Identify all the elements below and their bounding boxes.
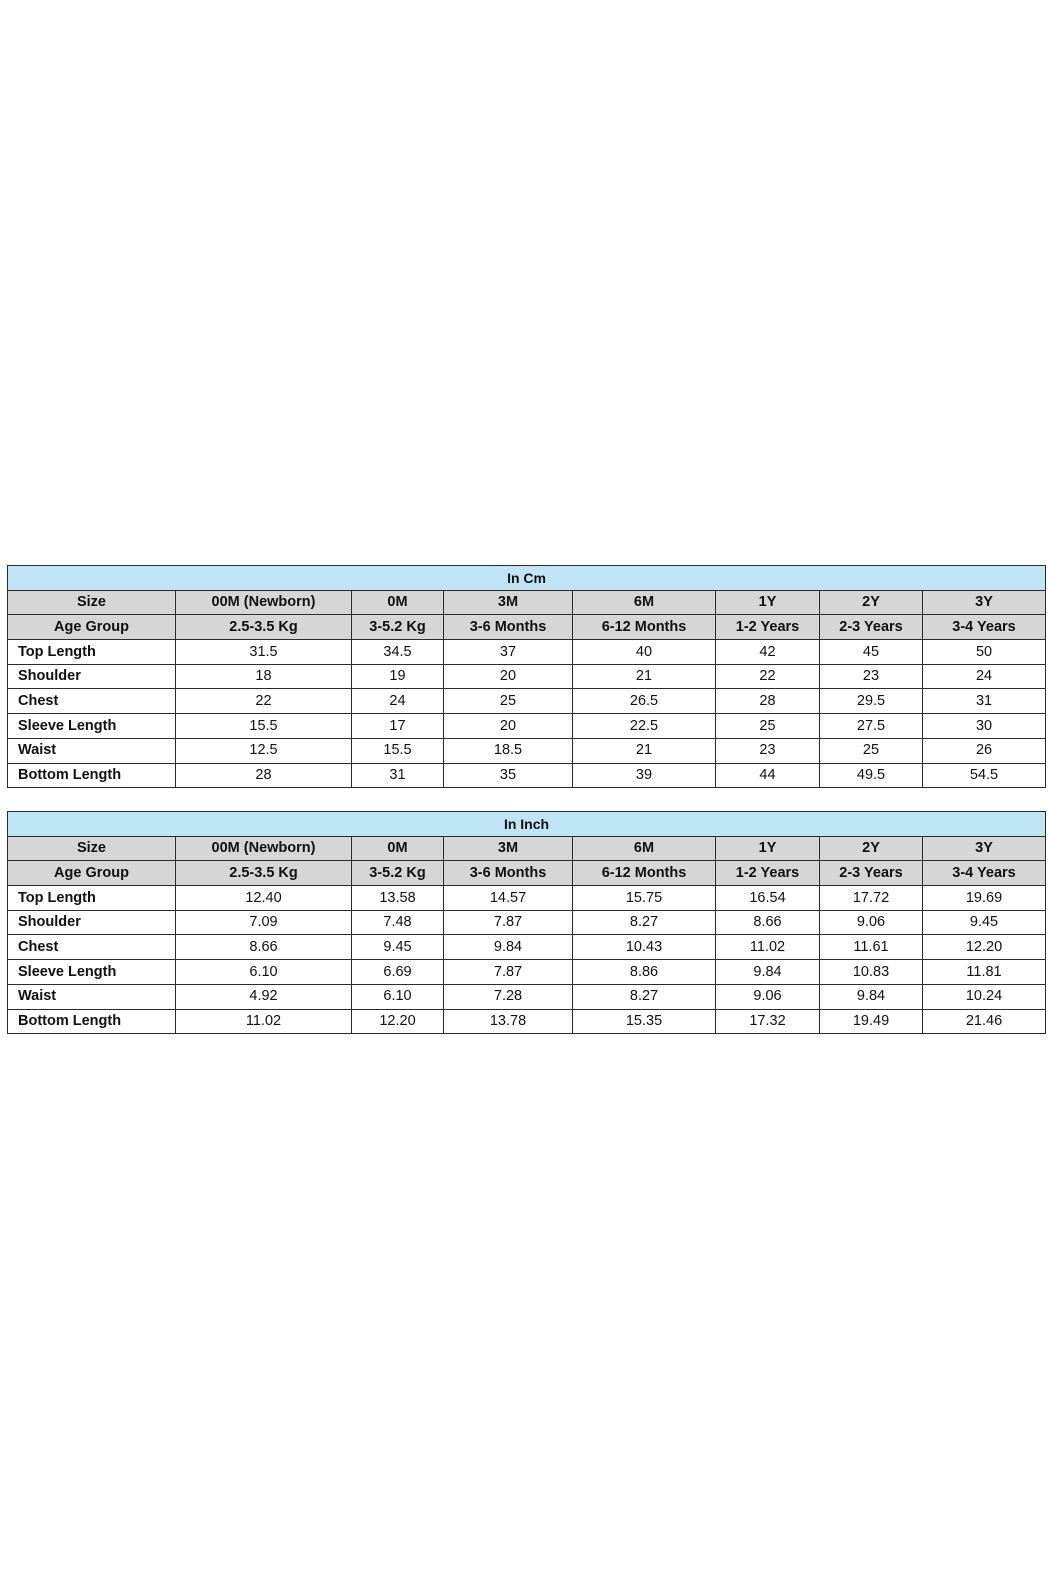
row-label: Sleeve Length [8, 714, 176, 739]
header-cell: 0M [352, 590, 444, 615]
table-cell: 6.10 [352, 984, 444, 1009]
table-cell: 20 [444, 714, 573, 739]
table-cell: 25 [820, 738, 923, 763]
table-cell: 24 [352, 689, 444, 714]
table-cell: 29.5 [820, 689, 923, 714]
table-cell: 31 [923, 689, 1046, 714]
table-title: In Cm [8, 566, 1046, 591]
table-cell: 23 [716, 738, 820, 763]
header-cell: 0M [352, 836, 444, 861]
header-cell: 2Y [820, 590, 923, 615]
table-cell: 26 [923, 738, 1046, 763]
row-label: Top Length [8, 640, 176, 665]
row-label: Top Length [8, 886, 176, 911]
table-cell: 19.49 [820, 1009, 923, 1034]
table-cell: 11.81 [923, 960, 1046, 985]
table-row [8, 714, 1046, 739]
table-cell: 7.28 [444, 984, 573, 1009]
table-row [8, 689, 1046, 714]
table-title-row [8, 566, 1046, 591]
table-cell: 14.57 [444, 886, 573, 911]
header-cell: 1-2 Years [716, 861, 820, 886]
table-cell: 20 [444, 664, 573, 689]
table-cell: 34.5 [352, 640, 444, 665]
table-cell: 7.48 [352, 910, 444, 935]
table-cell: 42 [716, 640, 820, 665]
table-cell: 12.40 [176, 886, 352, 911]
table-cell: 31.5 [176, 640, 352, 665]
table-cell: 9.06 [820, 910, 923, 935]
header-cell: 1Y [716, 836, 820, 861]
table-cell: 30 [923, 714, 1046, 739]
table-row [8, 664, 1046, 689]
table-cell: 40 [573, 640, 716, 665]
table-cell: 22 [176, 689, 352, 714]
table-cell: 19.69 [923, 886, 1046, 911]
table-cell: 15.5 [176, 714, 352, 739]
header-cell: 3-4 Years [923, 615, 1046, 640]
table-cell: 12.5 [176, 738, 352, 763]
table-cell: 28 [716, 689, 820, 714]
table-cell: 37 [444, 640, 573, 665]
header-cell: 2Y [820, 836, 923, 861]
table-cell: 25 [716, 714, 820, 739]
header-cell: 6M [573, 836, 716, 861]
header-cell: Size [8, 590, 176, 615]
table-cell: 25 [444, 689, 573, 714]
table-cell: 17 [352, 714, 444, 739]
table-cell: 19 [352, 664, 444, 689]
header-cell: 6-12 Months [573, 615, 716, 640]
header-cell: Size [8, 836, 176, 861]
table-cell: 17.32 [716, 1009, 820, 1034]
row-label: Waist [8, 738, 176, 763]
header-cell: 3-6 Months [444, 861, 573, 886]
table-cell: 11.61 [820, 935, 923, 960]
header-cell: 2.5-3.5 Kg [176, 861, 352, 886]
table-cell: 8.66 [716, 910, 820, 935]
table-cell: 18.5 [444, 738, 573, 763]
table-cell: 39 [573, 763, 716, 788]
table-cell: 13.78 [444, 1009, 573, 1034]
header-cell: 3-6 Months [444, 615, 573, 640]
table-cell: 8.27 [573, 910, 716, 935]
table-cell: 9.84 [820, 984, 923, 1009]
table-cell: 8.86 [573, 960, 716, 985]
table-cell: 11.02 [176, 1009, 352, 1034]
header-cell: Age Group [8, 861, 176, 886]
header-cell: 3-5.2 Kg [352, 615, 444, 640]
table-cell: 17.72 [820, 886, 923, 911]
table-cell: 44 [716, 763, 820, 788]
header-cell: 1-2 Years [716, 615, 820, 640]
size-chart-inch-table [7, 811, 1046, 1034]
table-cell: 10.43 [573, 935, 716, 960]
header-cell: 3M [444, 590, 573, 615]
header-cell: 2-3 Years [820, 861, 923, 886]
row-label: Chest [8, 935, 176, 960]
table-cell: 9.45 [352, 935, 444, 960]
table-cell: 18 [176, 664, 352, 689]
table-cell: 49.5 [820, 763, 923, 788]
table-cell: 26.5 [573, 689, 716, 714]
header-cell: 3Y [923, 836, 1046, 861]
table-cell: 27.5 [820, 714, 923, 739]
table-cell: 13.58 [352, 886, 444, 911]
table-row [8, 960, 1046, 985]
header-cell: 3Y [923, 590, 1046, 615]
table-row [8, 640, 1046, 665]
table-cell: 8.66 [176, 935, 352, 960]
table-cell: 54.5 [923, 763, 1046, 788]
table-cell: 15.5 [352, 738, 444, 763]
size-header-row [8, 836, 1046, 861]
header-cell: 1Y [716, 590, 820, 615]
table-cell: 15.75 [573, 886, 716, 911]
table-cell: 9.06 [716, 984, 820, 1009]
row-label: Sleeve Length [8, 960, 176, 985]
header-cell: 3-5.2 Kg [352, 861, 444, 886]
table-cell: 21.46 [923, 1009, 1046, 1034]
header-cell: 00M (Newborn) [176, 836, 352, 861]
table-cell: 9.84 [444, 935, 573, 960]
table-cell: 12.20 [923, 935, 1046, 960]
header-cell: 3M [444, 836, 573, 861]
row-label: Shoulder [8, 664, 176, 689]
size-header-row [8, 590, 1046, 615]
header-cell: 00M (Newborn) [176, 590, 352, 615]
table-cell: 9.84 [716, 960, 820, 985]
table-cell: 7.87 [444, 910, 573, 935]
table-row [8, 763, 1046, 788]
header-cell: Age Group [8, 615, 176, 640]
table-row [8, 1009, 1046, 1034]
row-label: Shoulder [8, 910, 176, 935]
table-row [8, 886, 1046, 911]
table-row [8, 984, 1046, 1009]
age-group-header-row [8, 615, 1046, 640]
table-cell: 7.87 [444, 960, 573, 985]
header-cell: 6-12 Months [573, 861, 716, 886]
row-label: Chest [8, 689, 176, 714]
table-cell: 10.24 [923, 984, 1046, 1009]
table-cell: 21 [573, 738, 716, 763]
table-cell: 28 [176, 763, 352, 788]
header-cell: 3-4 Years [923, 861, 1046, 886]
table-cell: 8.27 [573, 984, 716, 1009]
table-cell: 22.5 [573, 714, 716, 739]
table-cell: 11.02 [716, 935, 820, 960]
table-cell: 24 [923, 664, 1046, 689]
table-cell: 31 [352, 763, 444, 788]
table-cell: 22 [716, 664, 820, 689]
table-cell: 16.54 [716, 886, 820, 911]
table-cell: 9.45 [923, 910, 1046, 935]
table-cell: 6.10 [176, 960, 352, 985]
header-cell: 2.5-3.5 Kg [176, 615, 352, 640]
header-cell: 2-3 Years [820, 615, 923, 640]
table-cell: 45 [820, 640, 923, 665]
table-cell: 50 [923, 640, 1046, 665]
row-label: Bottom Length [8, 1009, 176, 1034]
row-label: Waist [8, 984, 176, 1009]
age-group-header-row [8, 861, 1046, 886]
table-row [8, 910, 1046, 935]
size-chart-cm-table [7, 565, 1046, 788]
table-cell: 35 [444, 763, 573, 788]
table-title: In Inch [8, 812, 1046, 837]
table-cell: 7.09 [176, 910, 352, 935]
table-cell: 21 [573, 664, 716, 689]
table-cell: 10.83 [820, 960, 923, 985]
table-cell: 15.35 [573, 1009, 716, 1034]
table-title-row [8, 812, 1046, 837]
table-cell: 4.92 [176, 984, 352, 1009]
table-cell: 6.69 [352, 960, 444, 985]
table-row [8, 935, 1046, 960]
table-cell: 12.20 [352, 1009, 444, 1034]
row-label: Bottom Length [8, 763, 176, 788]
table-row [8, 738, 1046, 763]
header-cell: 6M [573, 590, 716, 615]
table-cell: 23 [820, 664, 923, 689]
